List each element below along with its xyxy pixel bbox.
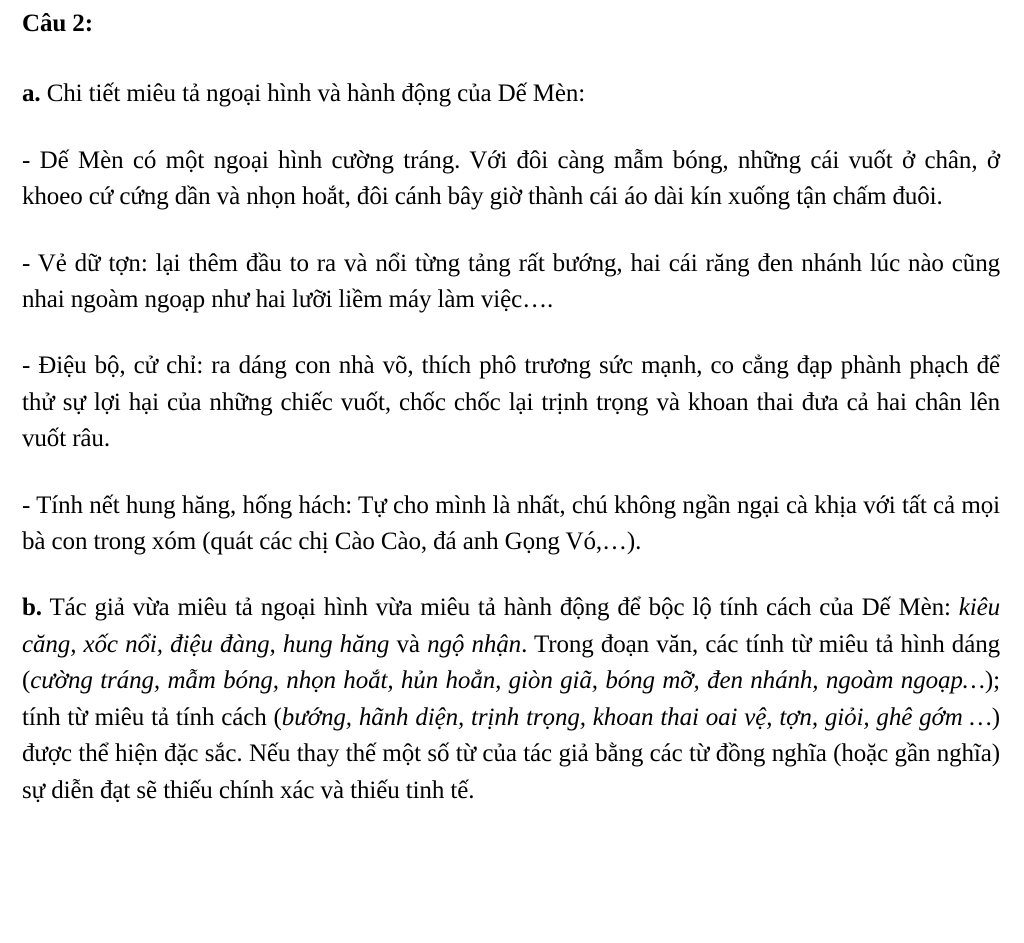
section-a-title [22, 76, 1000, 112]
section-b-paragraph [22, 590, 1000, 808]
section-b-text-1: Tác giả vừa miêu tả ngoại hình vừa miêu tả hành động để bộc lộ tính cách của Dế Mèn: [41, 594, 959, 622]
section-a-item-fierce-look: - Vẻ dữ tợn: lại thêm đầu to ra và nổi từng tảng rất bướng, hai cái răng đen nhánh lúc nào cũng nhai ngoàm ngoạp như hai lưỡi liềm máy làm việc…. [22, 249, 1000, 314]
document-page [22, 6, 1000, 809]
section-a-item-gestures: - Điệu bộ, cử chỉ: ra dáng con nhà võ, thích phô trương sức mạnh, co cẳng đạp phành phạch để thử sự lợi hại của những chiếc vuốt, chốc chốc lại trịnh trọng và khoan thai đưa cả hai chân lên vuốt râu. [22, 352, 1000, 453]
section-a-item-appearance: - Dế Mèn có một ngoại hình cường tráng. Với đôi càng mẫm bóng, những cái vuốt ở chân, ở khoeo cứ cứng dần và nhọn hoắt, đôi cánh bây giờ thành cái áo dài kín xuống tận chấm đuôi. [22, 146, 1000, 211]
question-number: Câu 2: [22, 10, 93, 37]
section-b-text-2: và [389, 630, 428, 658]
section-a-title-text: Chi tiết miêu tả ngoại hình và hành động của Dế Mèn: [40, 80, 586, 108]
section-a-label: a. [22, 80, 41, 108]
section-b-text-3: . Trong đoạn văn, các tính từ miêu tả hình dáng ( [22, 630, 1000, 695]
section-b-label: b. [22, 594, 42, 622]
section-b-text-4: ); tính từ miêu tả tính cách ( [22, 667, 1000, 731]
section-b-italic-traits: kiêu căng, xốc nổi, điệu đàng, hung hăng [22, 594, 1000, 658]
section-b-italic-shape-adjectives: cường tráng, mẫm bóng, nhọn hoắt, hủn hoẳn, giòn giã, bóng mỡ, đen nhánh, ngoàm ngoạp… [30, 667, 985, 695]
section-b-italic-misjudge: ngộ nhận [427, 630, 522, 658]
section-a-item-temperament: - Tính nết hung hăng, hống hách: Tự cho mình là nhất, chú không ngần ngại cà khịa với tất cả mọi bà con trong xóm (quát các chị Cào Cào, đá anh Gọng Vó,…). [22, 491, 1000, 556]
section-b-text-5: ) được thể hiện đặc sắc. Nếu thay thế một số từ của tác giả bằng các từ đồng nghĩa (hoặc gần nghĩa) sự diễn đạt sẽ thiếu chính xác và thiếu tinh tế. [22, 703, 1001, 804]
section-b-italic-character-adjectives: bướng, hãnh diện, trịnh trọng, khoan thai oai vệ, tợn, giỏi, ghê gớm … [281, 703, 992, 731]
question-heading [22, 6, 1000, 42]
